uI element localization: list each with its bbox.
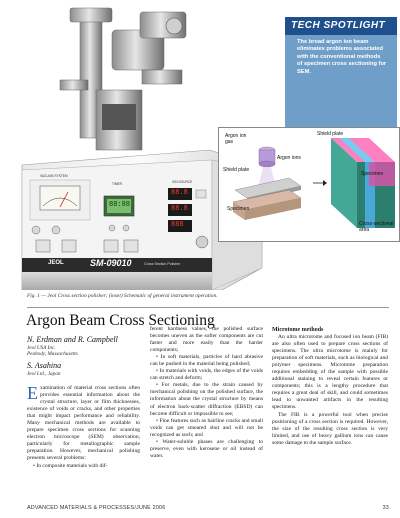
panel-label-timer: TIMER	[112, 182, 122, 186]
label-cross-sectional: Cross-sectional area	[359, 221, 394, 233]
panel-label-ion-source: ION SOURCE	[172, 180, 193, 184]
bullet-item: • In soft materials, particles of hard abrasive can be pushed in the material being polished;	[150, 354, 263, 368]
divider	[27, 307, 389, 308]
paragraph: ferent hardness values, the polished surface becomes uneven as the softer components are cut faster and more easily than the harder components;	[150, 326, 263, 354]
inset-schematic	[218, 127, 400, 242]
intro-paragraph: Examination of material cross sections often provides essential information about the crystal structure, layer or film thicknesses, existence of voids or cracks, and other properties that might impact performance and reliability. Many mechanical methods are available to prepare specimen cross sections for scanning electron microscope (SEM) observation, particularly for metallographic sample preparation. However, mechanical polishing presents several problems:	[27, 383, 140, 462]
paragraph: The FIB is a powerful tool when precise positioning of a cross section is required. However, the size of the resulting cross section is very limited, and use of heavy gallium ions can cause some damage to the sample surface.	[272, 411, 388, 446]
tech-spotlight-box	[285, 17, 397, 129]
ion-readout-3: 888	[171, 221, 184, 229]
drop-cap: E	[27, 383, 38, 403]
label-shield-plate-right: Shield plate	[317, 131, 344, 137]
author-affiliation: Jeol USA Inc.	[27, 345, 56, 351]
label-argon-gas: Argon ion gas	[225, 133, 247, 145]
column-2	[150, 326, 263, 460]
journal-issue: ADVANCED MATERIALS & PROCESSES/JUNE 2006	[27, 505, 166, 511]
bullet-item: • Fine features such as hairline cracks and small voids can get smeared shut and will not be recognized as such; and	[150, 418, 263, 439]
author-name: N. Erdman and R. Campbell	[27, 335, 118, 344]
ion-readout-1: 88.8	[171, 189, 188, 197]
panel-label-vacuum: VACUUM SYSTEM	[40, 174, 68, 178]
brand-logo: JEOL	[48, 260, 64, 266]
bullet-item: • In materials with voids, the edges of the voids can stretch and deform;	[150, 368, 263, 382]
bullet-item: • Water-soluble phases are challenging to preserve, even with kerosene or oil instead of water.	[150, 439, 263, 460]
article-title: Argon Beam Cross Sectioning	[26, 312, 215, 329]
column-1	[27, 385, 140, 470]
spotlight-heading: TECH SPOTLIGHT	[285, 17, 397, 35]
page-number: 33	[382, 505, 389, 511]
model-subtitle: Cross Section Polisher	[144, 262, 181, 266]
page-footer	[27, 505, 389, 511]
stop-button	[124, 240, 138, 252]
timer-readout: 88:88	[109, 201, 131, 209]
bullet-item: • For metals, due to the strain caused by mechanical polishing on the polished surface, the information about the crystal structure by means of electron back-scatter diffraction (EBSD) can become difficult or impossible to see;	[150, 382, 263, 417]
ion-readout-2: 88.8	[171, 205, 188, 213]
paragraph: An ultra microtome and focused ion beam (FIB) are also often used to prepare cross sections of specimens. The ultra microtome is mainly for preparation of soft materials, such as biological and polymer specimens. Microtome preparation requires embedding of the sample with possible additional staining to reveal certain features or components; this is a lengthy procedure that requires a great deal of skill, and could sometimes lead to unwanted artifacts in the resulting specimens.	[272, 334, 388, 411]
left-rod	[60, 80, 88, 90]
column-3	[272, 326, 388, 447]
author-location: Peabody, Massachusetts	[27, 351, 78, 358]
label-shield-plate-left: Shield plate	[223, 167, 250, 173]
right-arm	[142, 70, 182, 84]
evac-button	[62, 240, 76, 252]
window-block	[102, 104, 136, 130]
figure-caption: Fig. 1 — Jeol Cross section polisher; (inset) Schematic of general instrument operation.	[27, 293, 218, 299]
label-specimen-right: Specimen	[361, 171, 384, 177]
gun-knob	[166, 18, 182, 34]
ion-knob	[196, 236, 208, 248]
label-argon-ions: Argon ions	[277, 155, 301, 161]
section-heading: Microtome methods	[272, 327, 324, 333]
author-affiliation: Jeol Ltd., Japan	[27, 371, 61, 378]
vent-button	[36, 240, 50, 252]
author-name: S. Asahina	[27, 361, 62, 371]
model-name: SM-09010	[90, 258, 132, 268]
bullet-item: • In composite materials with dif-	[27, 463, 140, 470]
chamber-top	[70, 8, 112, 22]
start-button	[104, 240, 118, 252]
author-block	[27, 335, 145, 378]
label-specimen-left: Specimen	[227, 206, 250, 212]
spotlight-body: The broad argon ion beam eliminates problems associated with the conventional methods of specimen cross sectioning for SEM.	[297, 39, 387, 75]
